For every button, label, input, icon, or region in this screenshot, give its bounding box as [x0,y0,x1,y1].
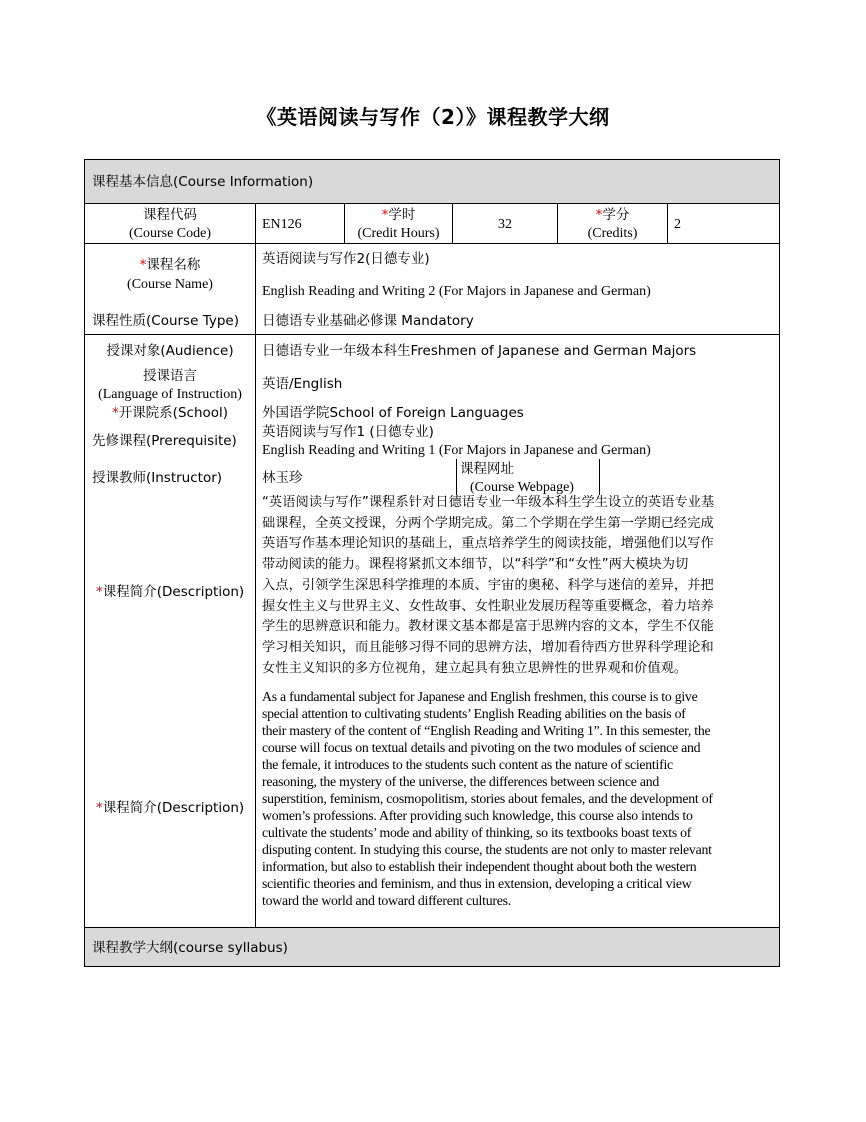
description-cn-line: 英语写作基本理论知识的基础上，重点培养学生的阅读技能，增强他们以写作 [262,536,714,552]
description-en-line: information, but also to establish their independent thought about both the western [262,859,697,874]
description-en-line: women’s professions. After providing such knowledge, this course also intends to [262,808,693,823]
description-cn-line: 入点，引领学生深思科学推理的本质、宇宙的奥秘、科学与迷信的差异，并把 [262,577,714,593]
course-code-value: EN126 [262,217,302,232]
description-cn-line: 握女性主义与世界主义、女性故事、女性职业发展历程等重要概念，着力培养 [262,598,714,614]
required-mark: * [96,584,103,600]
course-type-label: 课程性质(Course Type) [92,313,239,329]
audience-label: 授课对象(Audience) [106,343,234,359]
description-cn-label: *课程简介(Description) [96,584,245,600]
language-label-en: (Language of Instruction) [98,387,242,402]
description-en-label: *课程简介(Description) [96,800,245,816]
description-en-line: the female, it introduces to the students such content as the nature of scientific [262,757,673,772]
course-code-label-en: (Course Code) [128,226,212,241]
description-en-line: disputing content. In studying this course, the students are not only to master relevant [262,842,712,857]
page-title: 《英语阅读与写作（2）》课程教学大纲 [256,105,610,129]
language-label-cn: 授课语言 [143,368,197,384]
required-mark: * [595,207,603,223]
instructor-label: 授课教师(Instructor) [92,470,223,486]
description-en-line: As a fundamental subject for Japanese and English freshmen, this course is to give [262,689,698,704]
course-name-value-en: English Reading and Writing 2 (For Majors in Japanese and German) [262,284,651,299]
required-mark: * [381,207,389,223]
audience-value: 日德语专业一年级本科生Freshmen of Japanese and German Majors [262,343,697,359]
credits-value: 2 [674,217,681,232]
required-mark: * [96,800,103,816]
credit-hours-value: 32 [498,217,512,232]
required-mark: * [111,405,119,421]
description-en-line: cultivate the students’ mode and ability of thinking, so its textbooks boast texts of [262,825,692,840]
prerequisite-label: 先修课程(Prerequisite) [92,433,237,449]
description-en-line: superstition, feminism, cosmopolitism, stories about females, and the development of [262,791,713,806]
course-code-label-cn: 课程代码 [143,207,197,223]
description-cn-line: “英语阅读与写作”课程系针对日德语专业一年级本科生学生设立的英语专业基 [262,495,715,510]
credit-hours-label-cn: *学时 [381,207,416,223]
course-name-value-cn: 英语阅读与写作2(日德专业) [262,251,430,267]
course-type-value: 日德语专业基础必修课 Mandatory [262,313,474,329]
description-cn-line: 学习相关知识，而且能够习得不同的思辨方法，增加看待西方世界科学理论和 [262,639,714,655]
webpage-label-en: (Course Webpage) [470,480,574,495]
description-cn-line: 女性主义知识的多方位视角，建立起具有独立思辨性的世界观和价值观。 [262,660,688,676]
description-en-line: their mastery of the content of “English Reading and Writing 1”. In this semester, the [262,723,711,738]
description-en-line: toward the world and toward different cultures. [262,893,511,908]
description-en-line: scientific theories and feminism, and thus in extension, developing a critical view [262,876,692,891]
description-en-text [262,688,774,909]
school-value: 外国语学院School of Foreign Languages [262,405,524,421]
description-en-line: reasoning, the mystery of the universe, the differences between science and [262,774,660,789]
prerequisite-value-cn: 英语阅读与写作1 (日德专业) [262,424,434,440]
description-cn-line: 础课程，全英文授课，分两个学期完成。第二个学期在学生第一学期已经完成 [262,515,714,531]
credits-label-cn: *学分 [595,207,630,223]
school-label: *开课院系(School) [111,405,229,421]
credit-hours-label-en: (Credit Hours) [357,226,440,241]
description-cn-line: 学生的思辨意识和能力。教材课文基本都是富于思辨内容的文本，学生不仅能 [262,619,714,635]
instructor-value: 林玉珍 [262,470,303,486]
description-en-line: course will focus on textual details and pivoting on the two modules of science and [262,740,701,755]
description-cn-line: 带动阅读的能力。课程将紧抓文本细节，以“科学”和“女性”两大模块为切 [262,557,689,573]
prerequisite-value-en: English Reading and Writing 1 (For Majors in Japanese and German) [262,443,651,458]
course-name-label-cn: *课程名称 [139,257,201,273]
section-title-course-information: 课程基本信息(Course Information) [92,174,314,190]
required-mark: * [139,257,147,273]
description-en-line: special attention to cultivating students’ English Reading abilities on the basis of [262,706,686,721]
course-name-label-en: (Course Name) [127,277,213,292]
section-title-course-syllabus: 课程教学大纲(course syllabus) [92,940,288,956]
language-value: 英语/English [262,376,343,392]
description-cn-text [262,493,774,679]
webpage-label-cn: 课程网址 [460,461,514,477]
credits-label-en: (Credits) [587,226,638,241]
